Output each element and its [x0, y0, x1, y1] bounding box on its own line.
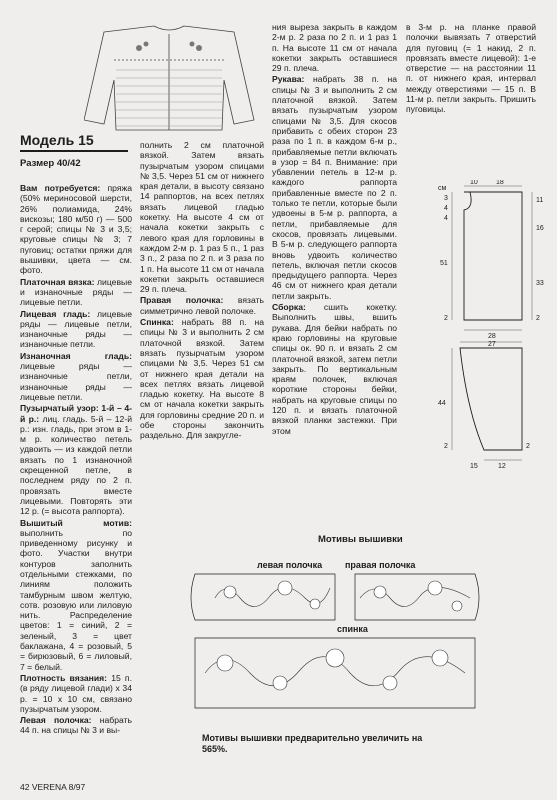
column-1 [20, 183, 132, 737]
col4-text: в 3-м р. на планке правой полочки вывязать 7 отверстий для пуговиц (= 1 накид, 2 п. провязать вместе лицевой): 1-е отверстие — на расстоянии 11 п. от нижнего края, интервал между отверстиями — 15 п. В 11-м р. петли закрыть. Пришить пуговицы. [406, 22, 536, 115]
width-label: 28 [488, 333, 496, 340]
page-footer: 42 VERENA 8/97 [20, 781, 86, 792]
col2-text: вязать симметрично левой полочке. [140, 295, 264, 316]
col1-heading: Лицевая гладь: [20, 308, 91, 319]
left-label-2: 4 [444, 205, 448, 212]
col2-text: полнить 2 см платочной вязкой. Затем вязать пузырчатым узором спицами № 3,5. Через 51 см от нижнего края детали, в высоту связано 14 раппортов, на всех петлях вязать лицевой гладью кокетку. На высоте 4 см от начала кокетки закрыть с левого края для горловины в каждом 2-м р. 1 раз 5 п., 1 раз 3 п., 2 раза по 2 п. и 3 раза по 1 п. На высоте 11 см от начала кокетки закрыть оставшиеся 29 п. плеча. [140, 140, 264, 295]
sweater-illustration [84, 20, 264, 135]
embroidery-title: Мотивы вышивки [318, 534, 403, 545]
embroidery-motifs [185, 558, 485, 730]
column-4 [406, 22, 536, 116]
left-label-1: 3 [444, 195, 448, 202]
col1-paragraph [20, 351, 132, 402]
right-label-2: 16 [536, 225, 544, 232]
col3-paragraph [272, 22, 397, 73]
col1-text: 15 п. (в ряду лицевой глади) х 34 р. = 10 х 10 см, связано пузырчатым узором. [20, 672, 132, 714]
col1-paragraph [20, 715, 132, 736]
sleeve-left-label: 44 [438, 400, 446, 407]
top-label-1: 10 [470, 180, 478, 186]
unit-label: см [438, 185, 447, 192]
col3-paragraph [272, 302, 397, 436]
col1-paragraph [20, 518, 132, 672]
left-panel-label: левая полочка [257, 560, 323, 570]
back-panel-label: спинка [337, 624, 368, 634]
col1-heading: Платочная вязка: [20, 276, 95, 287]
left-label-5: 2 [444, 315, 448, 322]
col3-heading: Рукава: [272, 74, 305, 85]
col3-text: сшить кокетку. Выполнить швы, вшить рукава. Для бейки набрать по краю горловины на круговые спицы ок. 90 п. и вязать 2 см платочной вязкой, затем петли закрыть. По вертикальным краям полочек, включая короткие стороны бейки, набрать на круговые спицы по 120 п. и вязать платочной вязкой планки застежки. При этом [272, 302, 397, 436]
sleeve-top-label: 27 [488, 341, 496, 348]
col3-text: ния выреза закрыть в каждом 2-м р. 2 раза по 2 п. и 1 раз 1 п. На высоте 11 см от начала кокетки закрыть оставшиеся 29 п. плеча. [272, 22, 397, 74]
col2-text: набрать 88 п. на спицы № 3 и выполнить 2 см платочной вязкой. Затем вязать пузырчатым узором спицами № 3,5. Через 51 см от нижнего края детали на всех петлях вязать лицевой гладью кокетку. На высоте 8 см от начала кокетки закрыть для горловины средние 20 п. и обе стороны закончить раздельно. Для закругле- [140, 317, 264, 441]
model-title: Модель 15 [20, 132, 128, 152]
col1-heading: Вышитый мотив: [20, 517, 132, 528]
column-2 [140, 140, 264, 442]
col2-heading: Спинка: [140, 317, 174, 328]
model-size: Размер 40/42 [20, 158, 81, 169]
left-label-4: 51 [440, 260, 448, 267]
col1-heading: Изнаночная гладь: [20, 350, 132, 361]
right-label-1: 11 [536, 197, 544, 204]
col2-paragraph [140, 317, 264, 441]
right-panel-label: правая полочка [345, 560, 416, 570]
col1-text: набрать 44 п. на спицы № 3 и вы- [20, 715, 133, 736]
col4-paragraph [406, 22, 536, 115]
col1-heading: Левая полочка: [20, 715, 92, 726]
col1-text: лиц. гладь. 5-й – 12-й р.: изн. гладь, при этом в 1-м р. количество петель удвоить — из каждой петли вязать по 1 изнаночной скрещенной петле, в последнем ряду по 2 п. провязать вместе лицевыми. Повторять эти 12 р. (= высота раппорта). [20, 413, 133, 517]
column-3 [272, 22, 397, 437]
sleeve-left-label-2: 2 [444, 443, 448, 450]
sleeve-right-label: 2 [526, 443, 530, 450]
col1-paragraph [20, 277, 132, 308]
col3-paragraph [272, 74, 397, 301]
right-label-4: 2 [536, 315, 540, 322]
col1-paragraph [20, 183, 132, 276]
col1-heading: Вам потребуется: [20, 183, 101, 193]
col1-heading: Плотность вязания: [20, 672, 108, 683]
col1-heading: Пузырчатый узор: 1-й – 4-й р.: [20, 403, 132, 424]
sleeve-bottom-label-2: 12 [498, 463, 506, 470]
col1-paragraph [20, 309, 132, 350]
col1-text: лицевые ряды — лицевые петли, изнаночные ряды — изнаночные петли. [20, 308, 132, 350]
col1-paragraph [20, 673, 132, 714]
col1-text: лицевые и изнаночные ряды — лицевые петли. [20, 276, 132, 308]
sleeve-bottom-label-1: 15 [470, 463, 478, 470]
col1-text: выполнить по приведенному рисунку и фото. Участки внутри контуров заполнить отдельными стежками, по линиям положить тамбурным швом желтую, сотв. розовую или лиловую нить. Распределение цветов: 1 = синий, 2 = зеленый, 3 = цвет баклажана, 4 = розовый, 5 = бирюзовый, 6 = лиловый, 7 = белый. [20, 527, 132, 672]
right-label-3: 33 [536, 280, 544, 287]
left-label-3: 4 [444, 215, 448, 222]
col3-text: набрать 38 п. на спицы № 3 и выполнить 2 см платочной вязкой. Затем вязать пузырчатым узором спицами № 3,5. Для скосов прибавить с обеих сторон 23 раза по 1 п. в каждом 6-м р., прибавляемые петли включать в узор = 84 п. Внимание: при убавлении петель в 12-м р. каждого раппорта прибавленные вместе по 2 п. только те петли, которые были удвоены в 5-м р. раппорта, а петли, прибавляемые для скосов, провязать лицевыми. В 5-м р. следующего раппорта вновь удвоить количество петель, включая петли скосов предыдущего раппорта. Через 46 см от нижнего края детали петли закрыть. [272, 74, 397, 301]
col2-paragraph [140, 295, 264, 316]
col3-heading: Сборка: [272, 302, 306, 313]
col1-paragraph [20, 403, 132, 516]
pattern-diagram [412, 180, 552, 470]
embroidery-note: Мотивы вышивки предварительно увеличить на 565%. [202, 733, 423, 754]
col2-paragraph [140, 140, 264, 294]
col2-heading: Правая полочка: [140, 295, 224, 306]
top-label-2: 18 [496, 180, 504, 186]
col1-text: пряжа (50% мериносовой шерсти, 26% полиамида, 24% вискозы; 180 м/50 г) — 500 г серой; спицы № 3 и 3,5; круговые спицы № 3; 7 пуговиц; остатки пряжи для вышивки, цвета — см. фото. [20, 183, 133, 276]
col1-text: лицевые ряды — изнаночные петли, изнаночные ряды — лицевые петли. [20, 361, 132, 402]
